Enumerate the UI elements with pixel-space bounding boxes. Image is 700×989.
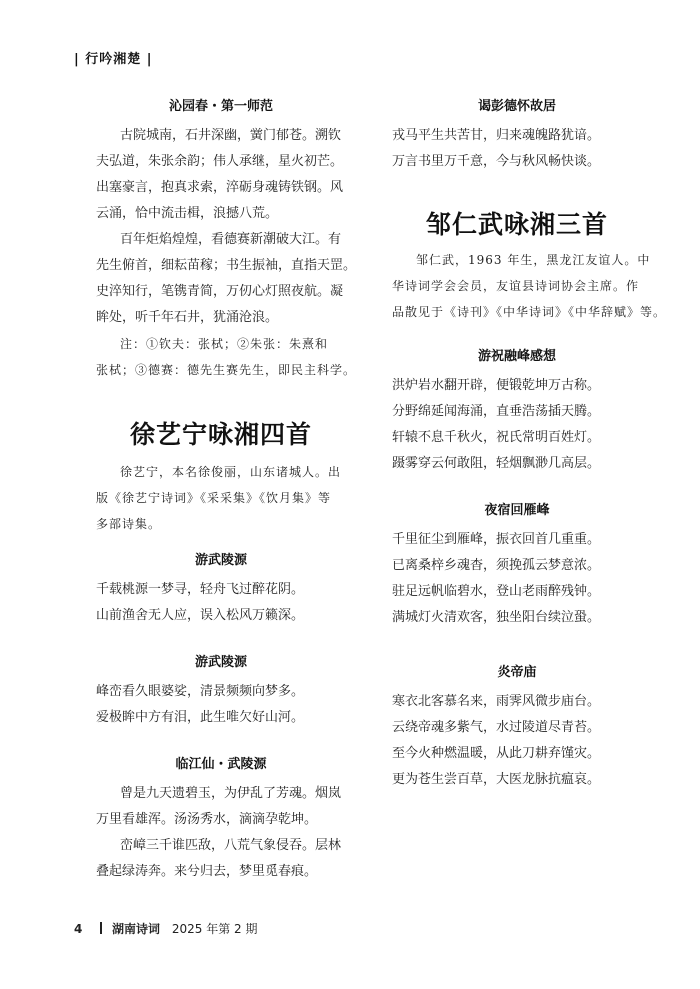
poem-line: 爱极眸中方有泪，此生唯欠好山河。: [96, 710, 305, 725]
poem-line: 古院城南，石井深幽，黉门郁苍。溯钦: [120, 128, 342, 143]
poem-line: 曾是九天遗碧玉，为伊乱了芳魂。烟岚: [120, 786, 342, 801]
section-title: 邹仁武咏湘三首: [425, 210, 608, 239]
page-footer: [74, 920, 257, 937]
right-column: [392, 95, 667, 793]
poem-line: 戎马平生共苦甘，归来魂魄路犹谙。: [392, 128, 601, 143]
poem-title: 炎帝庙: [497, 665, 537, 680]
poem-line: 已离桑梓乡魂杳，须挽孤云梦意浓。: [392, 558, 601, 573]
author-bio: 华诗词学会会员，友谊县诗词协会主席。作: [392, 279, 640, 293]
poem-line: 叠起绿涛奔。来兮归去，梦里觅春痕。: [96, 864, 318, 879]
poem-line: 云涌，恰中流击楫，浪撼八荒。: [96, 206, 279, 221]
poem-line: 蹑雾穿云何敢阻，轻烟飘渺几高层。: [392, 456, 601, 471]
poem-line: 出塞豪言，抱真求索，淬砺身魂铸铁钢。风: [96, 180, 344, 195]
poem-title: 游祝融峰感想: [477, 349, 556, 364]
page-number: 4: [74, 922, 83, 936]
poem-line: 洪炉岩水翻开辟，便锻乾坤万古称。: [392, 378, 601, 393]
poem-line: 分野绵延闻海涌，直垂浩荡插天腾。: [392, 404, 601, 419]
poem-line: 百年炬焰煌煌，看德赛新潮破大江。有: [120, 232, 342, 247]
poem-line: 眸处，听千年石井，犹涌沧浪。: [96, 310, 279, 325]
poem-line: 先生俯首，细耘苗稼；书生振袖，直指天罡。: [96, 258, 357, 273]
poem-line: 山前渔舍无人应，误入松风万籁深。: [96, 608, 305, 623]
poem-line: 驻足远帆临碧水，登山老雨醉残钟。: [392, 584, 601, 599]
poem-title: 沁园春・第一师范: [168, 99, 273, 114]
poem-line: 千里征尘到雁峰，振衣回首几重重。: [392, 532, 601, 547]
poem-line: 千载桃源一梦寻，轻舟飞过醉花阴。: [96, 582, 305, 597]
poem-line: 云绕帝魂多紫气，水过陵道尽青苔。: [392, 720, 601, 735]
poem-line: 至今火种燃温暖，从此刀耕弃馑灾。: [392, 746, 601, 761]
author-bio: 版《徐艺宁诗词》《采采集》《饮月集》等: [96, 491, 332, 505]
author-bio: 品散见于《诗刊》《中华诗词》《中华辞赋》等。: [392, 305, 667, 319]
poem-title: 夜宿回雁峰: [484, 503, 550, 518]
poem-line: 峰峦看久眼婆娑，清景频频向梦多。: [96, 684, 305, 699]
author-bio: 多部诗集。: [96, 517, 162, 531]
poem-line: 万里看雄浑。汤汤秀水，滴滴孕乾坤。: [96, 812, 318, 827]
poem-title: 谒彭德怀故居: [477, 99, 556, 114]
left-column: [96, 95, 357, 885]
poem-line: 夫弘道，朱张余韵；伟人承继，星火初芒。: [96, 154, 344, 169]
poem-line: 史淬知行，笔镌青简，万仞心灯照夜航。凝: [96, 284, 344, 299]
poem-line: 寒衣北客慕名来，雨霁风微步庙台。: [392, 694, 601, 709]
section-title: 徐艺宁咏湘四首: [129, 420, 312, 449]
issue-label: 2025 年第 2 期: [171, 922, 258, 936]
poem-line: 满城灯火清欢客，独坐阳台续泣蛩。: [392, 610, 601, 625]
poem-note: 注：①钦夫：张栻；②朱张：朱熹和: [120, 337, 329, 351]
poem-line: 轩辕不息千秋火，祝氏常明百姓灯。: [392, 430, 601, 445]
poem-title: 临江仙・武陵源: [175, 757, 267, 772]
poem-title: 游武陵源: [194, 655, 247, 670]
poem-line: 更为苍生尝百草，大医龙脉抗瘟哀。: [392, 772, 601, 787]
poem-line: 万言书里万千意，今与秋风畅快谈。: [392, 154, 601, 169]
poem-note: 张栻；③德赛：德先生赛先生，即民主科学。: [96, 363, 357, 377]
author-bio: 徐艺宁，本名徐俊丽，山东诸城人。出: [120, 465, 342, 479]
footer-divider: [100, 922, 102, 934]
magazine-name: 湖南诗词: [112, 922, 161, 936]
poem-title: 游武陵源: [194, 553, 247, 568]
running-header: | 行吟湘楚 |: [74, 52, 153, 67]
poem-line: 峦嶂三千谁匹敌，八荒气象侵吞。层林: [120, 838, 342, 853]
author-bio: 邹仁武，1963 年生，黑龙江友谊人。中: [416, 253, 651, 267]
